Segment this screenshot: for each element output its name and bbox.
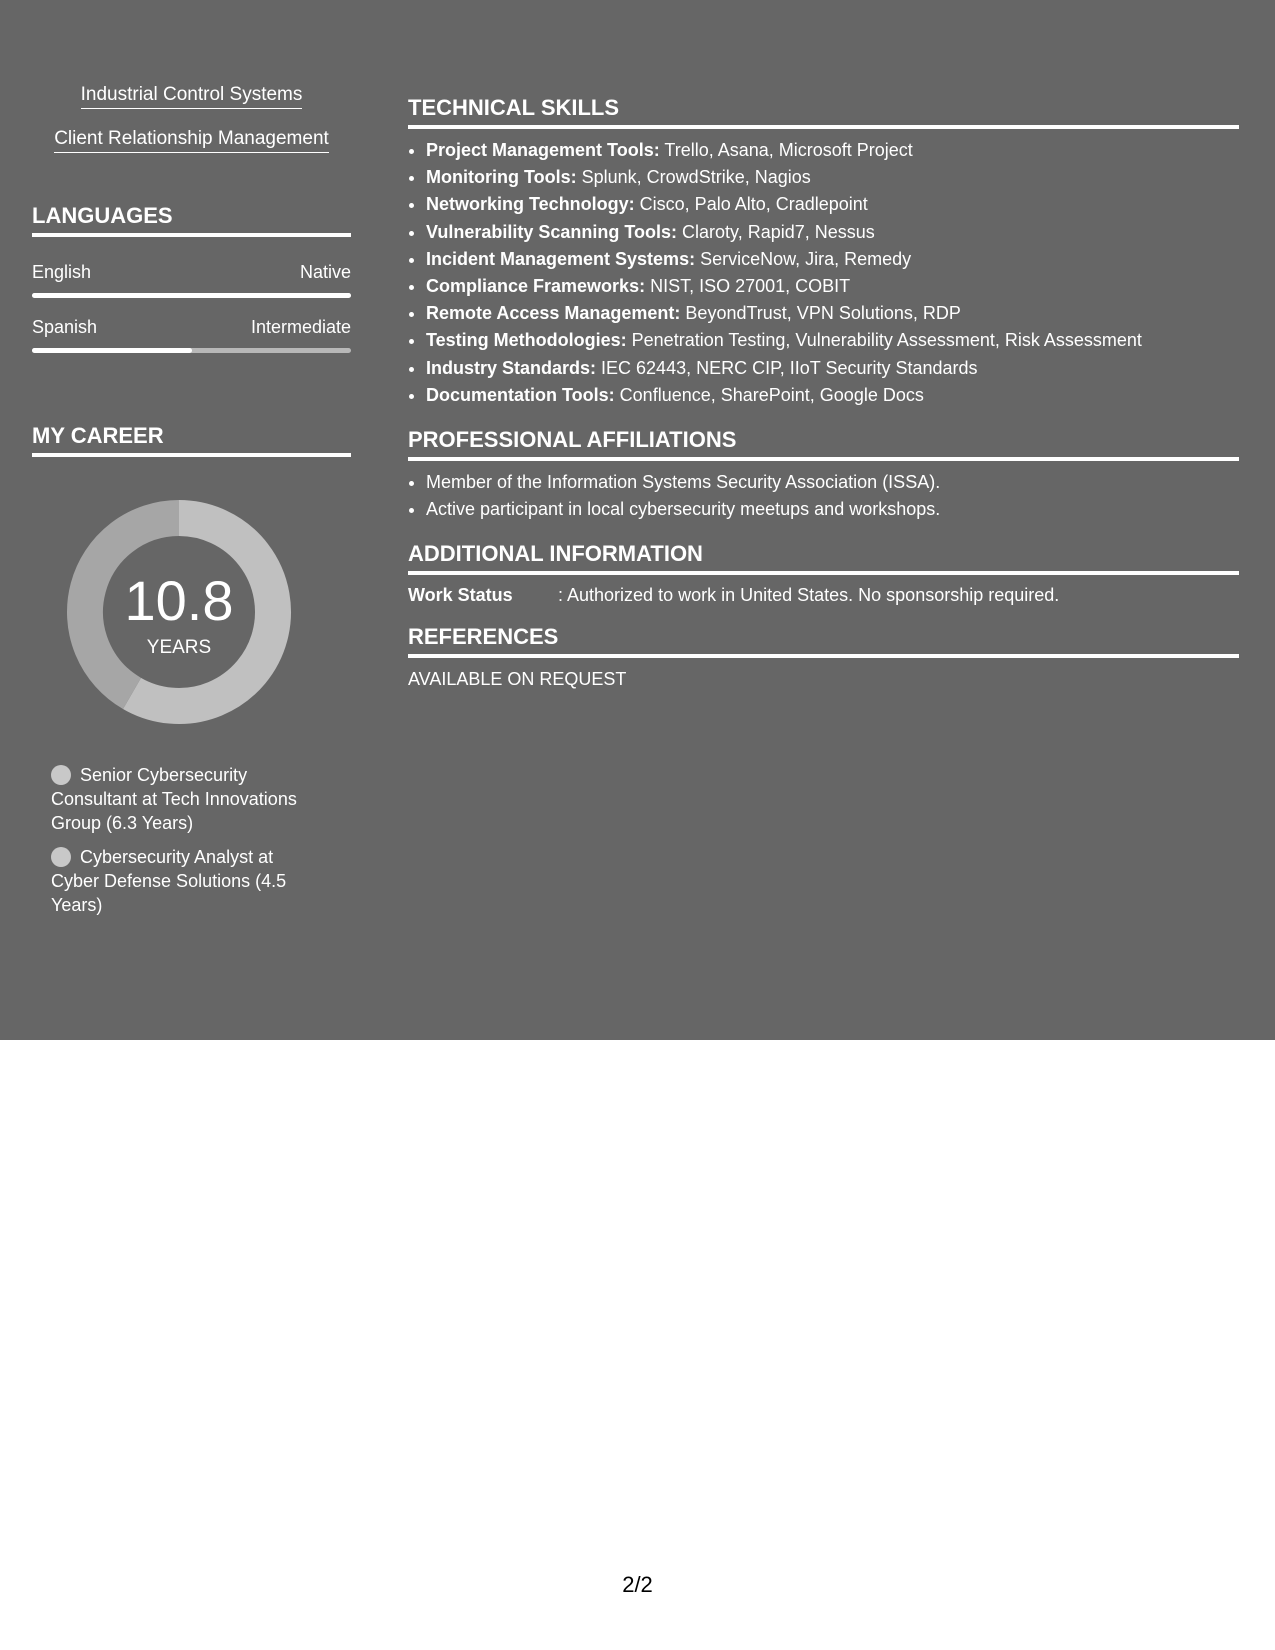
- career-list: [51, 763, 321, 917]
- skill-tag: Client Relationship Management: [54, 128, 329, 153]
- technical-skills-heading: TECHNICAL SKILLS: [408, 95, 1239, 129]
- technical-skills-list: [408, 137, 1239, 409]
- career-heading: MY CAREER: [32, 423, 351, 457]
- total-years-unit: YEARS: [146, 637, 212, 658]
- skill-label: Industry Standards:: [426, 357, 597, 378]
- list-item: [426, 164, 1239, 191]
- technical-skills-section: [408, 95, 1239, 409]
- list-item: [426, 191, 1239, 218]
- skill-value: BeyondTrust, VPN Solutions, RDP: [680, 303, 961, 324]
- career-donut-chart: [64, 497, 294, 727]
- skill-value: Penetration Testing, Vulnerability Assessment, Risk Assessment: [626, 330, 1142, 351]
- skill-value: NIST, ISO 27001, COBIT: [645, 276, 851, 297]
- list-item: [426, 300, 1239, 327]
- skill-label: Vulnerability Scanning Tools:: [426, 221, 678, 242]
- career-entry-text: Cybersecurity Analyst at Cyber Defense Solutions (4.5 Years): [51, 847, 287, 915]
- skill-label: Compliance Frameworks:: [426, 276, 646, 297]
- list-item: [426, 273, 1239, 300]
- affiliations-section: [408, 427, 1239, 523]
- skill-value: ServiceNow, Jira, Remedy: [695, 248, 912, 269]
- references-section: [408, 624, 1239, 690]
- language-bar-fill: [32, 348, 192, 353]
- skill-label: Documentation Tools:: [426, 384, 615, 405]
- list-item: [426, 355, 1239, 382]
- references-heading: REFERENCES: [408, 624, 1239, 658]
- career-entry-text: Senior Cybersecurity Consultant at Tech Innovations Group (6.3 Years): [51, 765, 297, 833]
- skill-value: Cisco, Palo Alto, Cradlepoint: [634, 194, 868, 215]
- skill-label: Monitoring Tools:: [426, 167, 577, 188]
- total-years: 10.8: [124, 569, 234, 632]
- list-item: • Member of the Information Systems Security Association (ISSA).: [426, 469, 1239, 496]
- language-row: [32, 261, 351, 283]
- list-item: • Active participant in local cybersecurity meetups and workshops.: [426, 496, 1239, 523]
- skill-label: Networking Technology:: [426, 194, 635, 215]
- skill-label: Incident Management Systems:: [426, 248, 696, 269]
- career-dot-icon: [51, 847, 71, 867]
- work-status-label: Work Status: [408, 585, 513, 606]
- list-item: [426, 219, 1239, 246]
- list-item: [426, 246, 1239, 273]
- language-name: Spanish: [32, 317, 98, 337]
- languages-heading: LANGUAGES: [32, 203, 351, 237]
- list-item: [426, 327, 1239, 354]
- work-status-value: : Authorized to work in United States. No sponsorship required.: [558, 585, 1060, 606]
- skill-value: Confluence, SharePoint, Google Docs: [614, 384, 924, 405]
- affiliations-heading: PROFESSIONAL AFFILIATIONS: [408, 427, 1239, 461]
- language-name: English: [32, 262, 92, 282]
- career-dot-icon: [51, 765, 71, 785]
- language-row: [32, 316, 351, 338]
- additional-info-section: [408, 541, 1239, 606]
- additional-info-heading: ADDITIONAL INFORMATION: [408, 541, 1239, 575]
- skill-label: Testing Methodologies:: [426, 330, 627, 351]
- skill-value: IEC 62443, NERC CIP, IIoT Security Standards: [596, 357, 978, 378]
- skill-tag: Industrial Control Systems: [81, 84, 303, 109]
- languages-list: [32, 261, 351, 353]
- list-item: [426, 137, 1239, 164]
- skill-value: Trello, Asana, Microsoft Project: [659, 140, 913, 160]
- page-number: 2/2: [622, 1572, 653, 1597]
- right-column: [408, 95, 1239, 708]
- skill-value: Splunk, CrowdStrike, Nagios: [576, 167, 811, 188]
- affiliations-list: [408, 469, 1239, 523]
- skill-label: Project Management Tools:: [426, 140, 660, 160]
- language-level: Intermediate: [250, 317, 351, 337]
- work-status-row: [408, 584, 1239, 606]
- left-column: [32, 84, 351, 927]
- skill-label: Remote Access Management:: [426, 303, 681, 324]
- skill-value: Claroty, Rapid7, Nessus: [677, 221, 875, 242]
- language-bar: [32, 293, 351, 298]
- language-bar: [32, 348, 351, 353]
- language-bar-fill: [32, 293, 351, 298]
- language-level: Native: [299, 262, 351, 282]
- career-entry: [51, 845, 321, 917]
- list-item: [426, 382, 1239, 409]
- career-entry: [51, 763, 321, 835]
- references-text: AVAILABLE ON REQUEST: [408, 669, 627, 690]
